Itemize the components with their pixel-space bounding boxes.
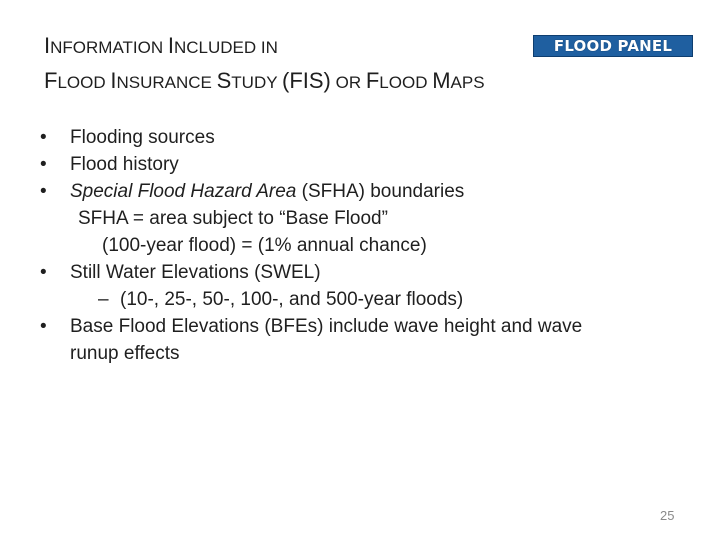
list-item-text-rest: (SFHA) boundaries [296, 181, 465, 202]
list-item-text [70, 178, 464, 205]
title-smallcaps: APS [450, 73, 485, 92]
title-smallcaps: NSURANCE [116, 73, 217, 92]
bullet-list [40, 124, 680, 367]
sub-item [40, 286, 680, 313]
sub-item [40, 205, 680, 232]
list-item-continuation [40, 340, 680, 367]
list-item-text: Flood history [70, 154, 179, 175]
title-smallcaps: NCLUDED IN [173, 38, 278, 57]
title-cap: I [110, 68, 117, 93]
list-item-text: Flooding sources [70, 127, 215, 148]
title-line-2 [44, 65, 524, 100]
sub-item-text: SFHA = area subject to “Base Flood” [78, 208, 388, 229]
title-cap: F [44, 68, 58, 93]
list-item [40, 124, 680, 151]
bullet-icon: • [40, 154, 47, 175]
title-smallcaps: OR [330, 73, 366, 92]
title-smallcaps: NFORMATION [50, 38, 168, 57]
logo-text: FLOOD PANEL [553, 37, 673, 55]
list-item-text: runup effects [70, 343, 180, 364]
dash-icon: – [98, 289, 109, 310]
title-cap: (FIS) [282, 68, 331, 93]
list-item [40, 313, 680, 340]
title-cap: F [365, 68, 380, 93]
title-cap: I [167, 33, 174, 58]
bullet-icon: • [40, 181, 47, 202]
list-item [40, 151, 680, 178]
list-item [40, 259, 680, 286]
title-cap: S [216, 68, 232, 93]
title-smallcaps: TUDY [231, 73, 282, 92]
title-smallcaps: LOOD [57, 73, 111, 92]
page-number: 25 [660, 508, 675, 523]
list-item [40, 178, 680, 205]
list-item-text: Base Flood Elevations (BFEs) include wave height and wave [70, 316, 583, 337]
bullet-icon: • [40, 262, 47, 283]
title-cap: M [432, 68, 451, 93]
title-line-1 [44, 30, 524, 65]
title-smallcaps: LOOD [379, 73, 433, 92]
flood-panel-logo [533, 35, 693, 57]
sub-item-text: (100-year flood) = (1% annual chance) [102, 235, 427, 256]
italic-term: Special Flood Hazard Area [70, 181, 297, 202]
sub-item [40, 232, 680, 259]
title-cap: I [44, 33, 51, 58]
list-item-text: Still Water Elevations (SWEL) [70, 262, 321, 283]
bullet-icon: • [40, 127, 47, 148]
slide-title [44, 30, 524, 100]
bullet-icon: • [40, 316, 47, 337]
sub-item-text: (10-, 25-, 50-, 100-, and 500-year floods) [120, 289, 464, 310]
